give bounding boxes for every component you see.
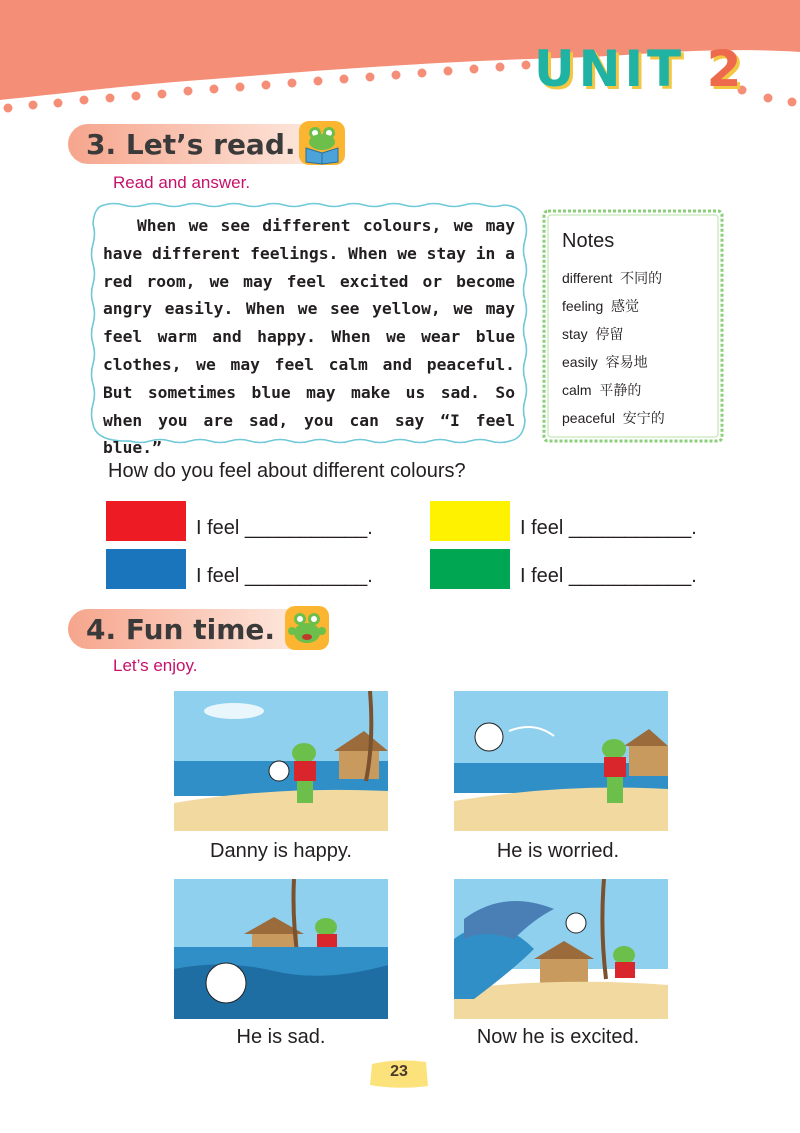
page-number: 23 [390, 1063, 408, 1080]
answer-green[interactable]: I feel ___________. [520, 565, 697, 587]
note-item: feeling 感觉 [562, 298, 640, 314]
frog-reading-icon [298, 120, 346, 166]
unit-number: 2 [706, 40, 746, 98]
note-item: calm 平静的 [562, 382, 642, 398]
section3-title: 3. Let’s read. [86, 127, 296, 161]
picture-happy [174, 691, 388, 831]
unit-word: UNIT [534, 40, 686, 98]
note-item: easily 容易地 [562, 354, 648, 370]
answer-yellow[interactable]: I feel ___________. [520, 517, 697, 539]
picture-excited [454, 879, 668, 1019]
section4-instruction: Let’s enjoy. [113, 656, 198, 675]
note-item: stay 停留 [562, 326, 624, 342]
passage-text: When we see different colours, we may have different feelings. When we stay in a red room, we may feel excited or become angry easily. When we see yellow, we may feel warm and happy. When we wear blue clothes, we may feel calm and peaceful. But sometimes blue may make us sad. So when you are sad, you can say “I feel blue.” [103, 216, 515, 458]
note-item: different 不同的 [562, 270, 663, 286]
caption-sad: He is sad. [236, 1026, 326, 1048]
answer-red[interactable]: I feel ___________. [196, 517, 373, 539]
notes-list [562, 264, 665, 432]
picture-sad [174, 879, 388, 1019]
green-swatch [430, 549, 510, 589]
reading-passage [103, 212, 515, 462]
blue-swatch [106, 549, 186, 589]
caption-worried: He is worried. [496, 840, 620, 862]
caption-happy: Danny is happy. [210, 840, 352, 862]
notes-title: Notes [562, 230, 615, 252]
frog-worried-icon [284, 605, 330, 651]
section3-instruction: Read and answer. [113, 173, 251, 192]
picture-worried [454, 691, 668, 831]
unit-title [534, 40, 745, 98]
note-item: peaceful 安宁的 [562, 410, 665, 426]
colour-question: How do you feel about different colours? [108, 460, 466, 482]
red-swatch [106, 501, 186, 541]
caption-excited: Now he is excited. [476, 1026, 640, 1048]
section4-title: 4. Fun time. [86, 612, 275, 646]
answer-blue[interactable]: I feel ___________. [196, 565, 373, 587]
yellow-swatch [430, 501, 510, 541]
